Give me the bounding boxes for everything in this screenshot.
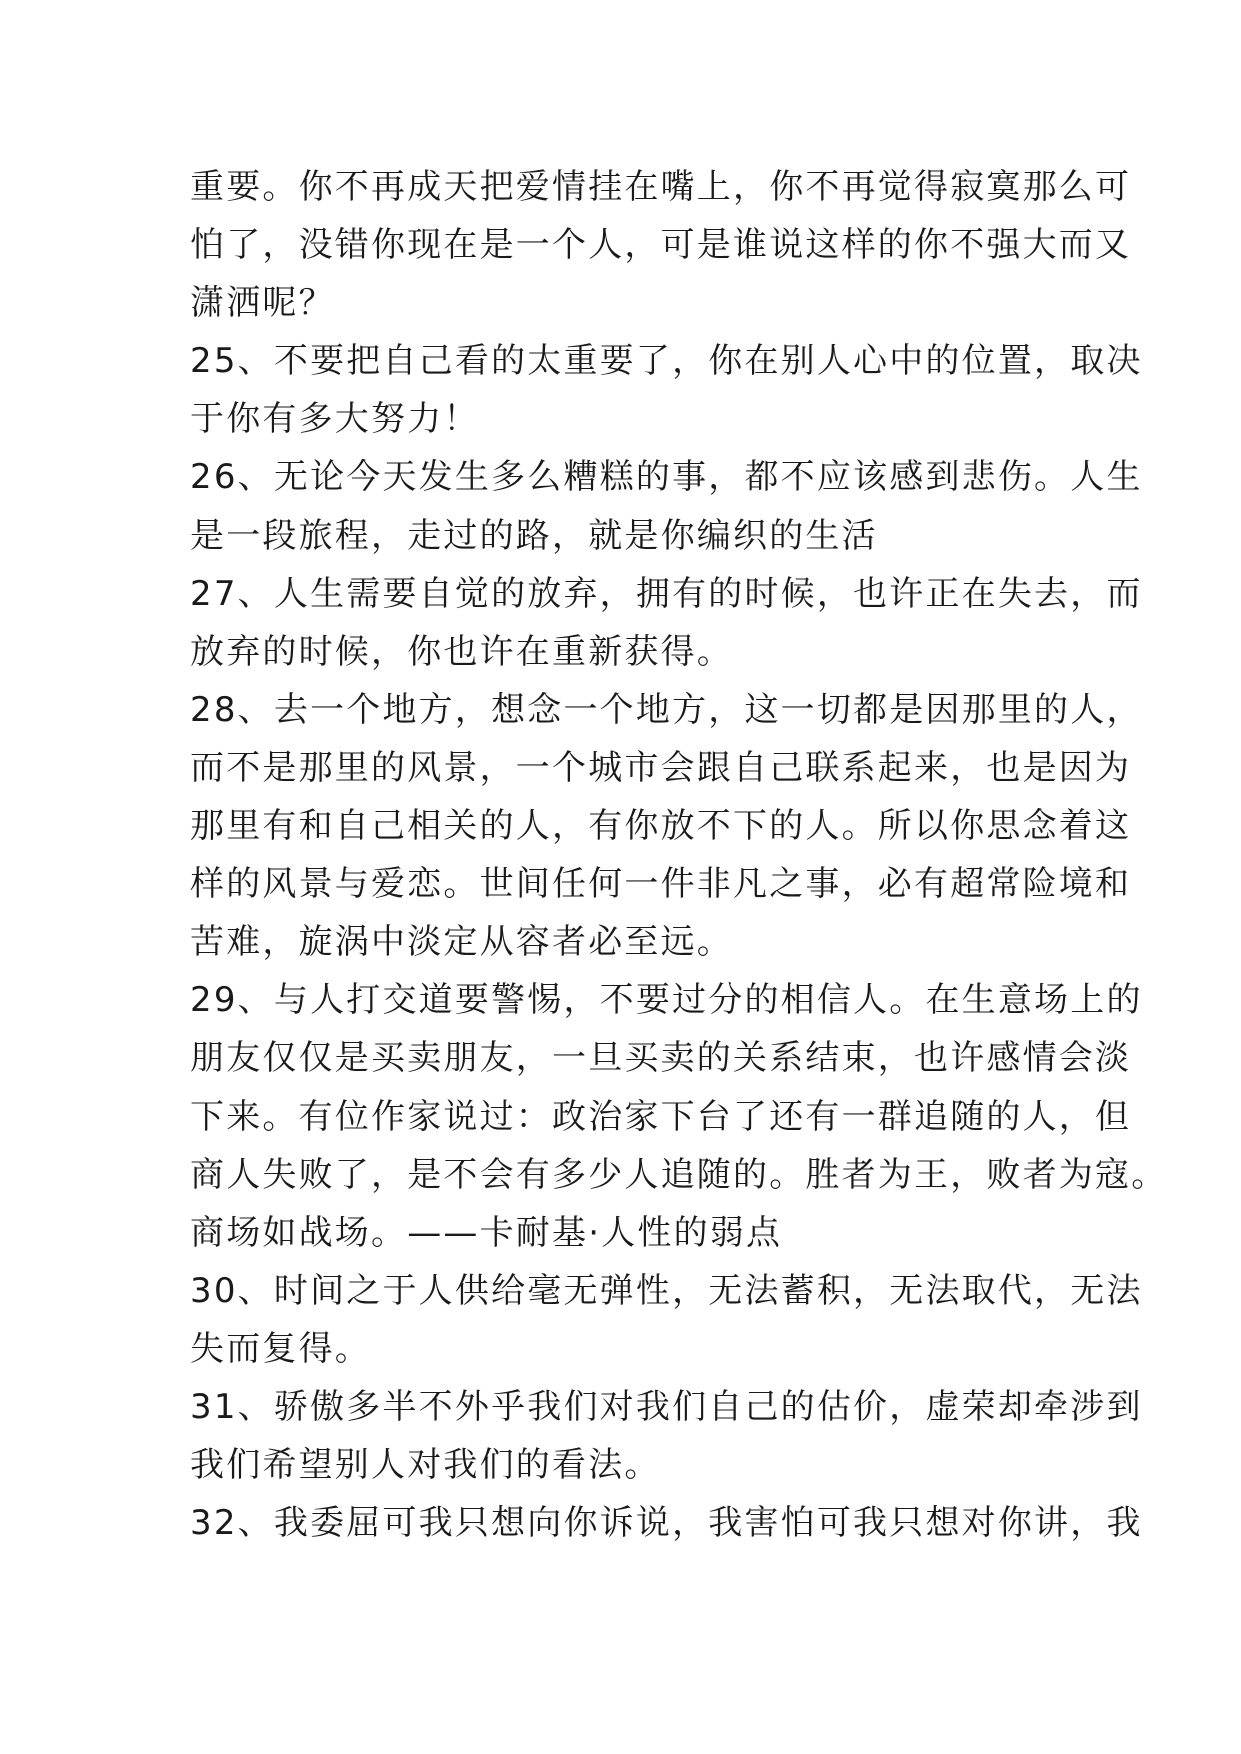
text-line: 放弃的时候，你也许在重新获得。 [190, 631, 733, 672]
text-line: 朋友仅仅是买卖朋友，一旦买卖的关系结束，也许感情会淡 [190, 1038, 1132, 1079]
text-line: 而不是那里的风景，一个城市会跟自己联系起来，也是因为 [190, 747, 1132, 788]
document-body [190, 158, 1168, 1552]
text-line: 商人失败了，是不会有多少人追随的。胜者为王，败者为寇。 [190, 1154, 1168, 1195]
text-line: 32、我委屈可我只想向你诉说，我害怕可我只想对你讲，我 [190, 1503, 1143, 1544]
text-line: 失而复得。 [190, 1328, 371, 1369]
text-line: 怕了，没错你现在是一个人，可是谁说这样的你不强大而又 [190, 225, 1132, 266]
text-line: 商场如战场。——卡耐基·人性的弱点 [190, 1212, 783, 1253]
text-line: 苦难，旋涡中淡定从容者必至远。 [190, 922, 733, 963]
text-line: 26、无论今天发生多么糟糕的事，都不应该感到悲伤。人生 [190, 457, 1143, 498]
text-line: 30、时间之于人供给毫无弹性，无法蓄积，无法取代，无法 [190, 1270, 1143, 1311]
text-line: 25、不要把自己看的太重要了，你在别人心中的位置，取决 [190, 341, 1143, 382]
text-line: 那里有和自己相关的人，有你放不下的人。所以你思念着这 [190, 806, 1132, 847]
text-line: 28、去一个地方，想念一个地方，这一切都是因那里的人， [190, 689, 1143, 730]
text-line: 潇洒呢？ [190, 283, 335, 324]
text-line: 重要。你不再成天把爱情挂在嘴上，你不再觉得寂寞那么可 [190, 167, 1132, 207]
text-line: 于你有多大努力！ [190, 399, 480, 440]
text-line: 29、与人打交道要警惕，不要过分的相信人。在生意场上的 [190, 980, 1143, 1021]
text-line: 是一段旅程，走过的路，就是你编织的生活 [190, 515, 878, 556]
text-line: 下来。有位作家说过：政治家下台了还有一群追随的人，但 [190, 1096, 1132, 1137]
text-line: 27、人生需要自觉的放弃，拥有的时候，也许正在失去，而 [190, 573, 1143, 614]
text-line: 31、骄傲多半不外乎我们对我们自己的估价，虚荣却牵涉到 [190, 1386, 1143, 1427]
text-line: 样的风景与爱恋。世间任何一件非凡之事，必有超常险境和 [190, 864, 1132, 905]
text-line: 我们希望别人对我们的看法。 [190, 1445, 661, 1486]
